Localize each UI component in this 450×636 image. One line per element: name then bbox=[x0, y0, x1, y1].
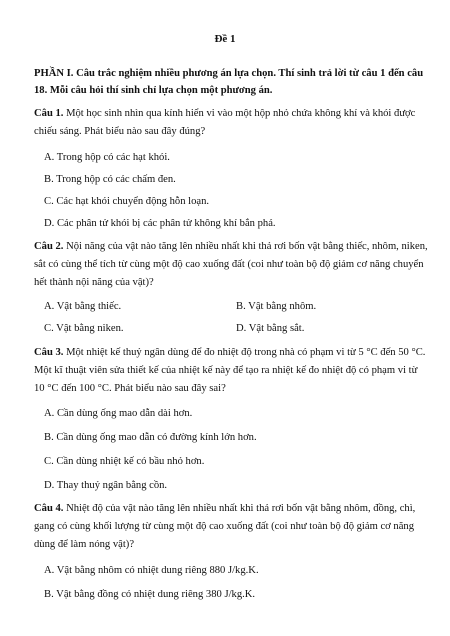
question-4-line3: dùng để làm nóng vật)? bbox=[34, 539, 135, 550]
question-2-line2: sắt có cùng thể tích từ cùng một độ cao xuống đất (coi như toàn bộ độ giảm cơ năng chuyển bbox=[34, 259, 424, 270]
question-3-text: Một nhiệt kế thuỷ ngân dùng để đo nhiệt độ trong nhà có phạm vi từ 5 °C đến 50 °C. bbox=[63, 347, 426, 358]
question-3-line2: Một kĩ thuật viên sửa thiết kế của nhiệt kế này để tạo ra nhiệt kế đo nhiệt độ có phạm vi từ bbox=[34, 365, 418, 376]
question-3-line3: 10 °C đến 100 °C. Phát biểu nào sau đây sai? bbox=[34, 383, 226, 394]
question-2-option-a: A. Vật bằng thiếc. bbox=[44, 301, 122, 312]
question-2-text: Nội năng của vật nào tăng lên nhiều nhất khi thả rơi bốn vật bằng thiếc, nhôm, niken, bbox=[63, 241, 428, 252]
question-1-option-d: D. Các phân tử khói bị các phân tử không khí bắn phá. bbox=[44, 218, 276, 229]
question-3-label: Câu 3. bbox=[34, 347, 64, 358]
question-2-label: Câu 2. bbox=[34, 241, 64, 252]
question-4-option-a: A. Vật bằng nhôm có nhiệt dung riêng 880 J/kg.K. bbox=[44, 565, 259, 576]
question-1-line1 bbox=[34, 107, 415, 120]
question-3-line1 bbox=[34, 346, 425, 359]
question-2-option-d: D. Vật bằng sắt. bbox=[236, 323, 305, 334]
question-4-text: Nhiệt độ của vật nào tăng lên nhiều nhất khi thả rơi bốn vật bằng nhôm, đồng, chì, bbox=[63, 503, 416, 514]
part-heading-line2: 18. Mỗi câu hỏi thí sinh chỉ lựa chọn một phương án. bbox=[34, 85, 273, 96]
exam-title: Đề 1 bbox=[214, 33, 236, 45]
question-4-line1 bbox=[34, 502, 415, 515]
question-1-text: Một học sinh nhìn qua kính hiển vi vào một hộp nhỏ chứa không khí và khói được bbox=[63, 108, 416, 119]
question-1-line2: chiếu sáng. Phát biểu nào sau đây đúng? bbox=[34, 126, 206, 137]
question-2-option-c: C. Vật bằng niken. bbox=[44, 323, 124, 334]
question-2-line3: hết thành nội năng của vật)? bbox=[34, 277, 154, 288]
question-1-option-b: B. Trong hộp có các chấm đen. bbox=[44, 174, 176, 185]
question-2-option-b: B. Vật bằng nhôm. bbox=[236, 301, 317, 312]
question-3-option-d: D. Thay thuỷ ngân bằng cồn. bbox=[44, 480, 168, 491]
part-heading-line1: PHẦN I. Câu trắc nghiệm nhiều phương án lựa chọn. Thí sinh trả lời từ câu 1 đến câu bbox=[34, 68, 424, 79]
question-3-option-a: A. Cần dùng ống mao dẫn dài hơn. bbox=[44, 408, 193, 419]
question-4-label: Câu 4. bbox=[34, 503, 64, 514]
question-3-option-c: C. Cần dùng nhiệt kế có bầu nhỏ hơn. bbox=[44, 456, 205, 467]
question-3-option-b: B. Cần dùng ống mao dẫn có đường kính lớn hơn. bbox=[44, 432, 257, 443]
question-4-option-b: B. Vật bằng đồng có nhiệt dung riêng 380 J/kg.K. bbox=[44, 589, 256, 600]
question-4-line2: gang có cùng khối lượng từ cùng một độ cao xuống đất (coi như toàn bộ độ giảm cơ năng bbox=[34, 521, 415, 532]
question-1-option-a: A. Trong hộp có các hạt khói. bbox=[44, 152, 170, 163]
question-2-line1 bbox=[34, 240, 428, 253]
question-1-option-c: C. Các hạt khói chuyển động hỗn loạn. bbox=[44, 196, 210, 207]
question-1-label: Câu 1. bbox=[34, 108, 64, 119]
